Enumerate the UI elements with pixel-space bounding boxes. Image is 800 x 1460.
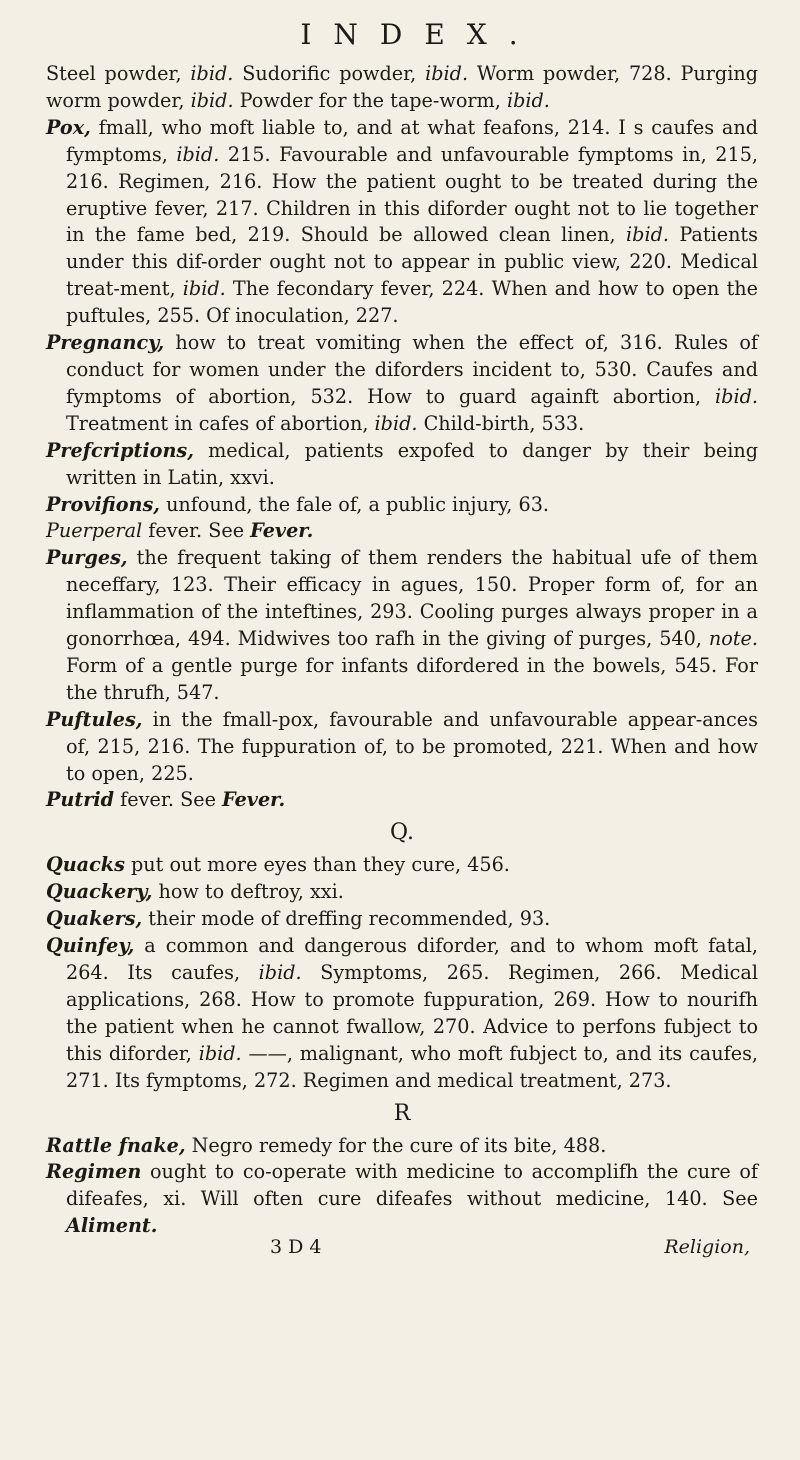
index-entry xyxy=(46,61,758,115)
entry-text: ibid. xyxy=(190,62,234,85)
entry-headword: Quakers, xyxy=(46,907,143,931)
entry-text: their mode of dreffing recommended, 93. xyxy=(142,907,551,931)
entry-text: Child-birth, 533. xyxy=(417,411,585,435)
entry-text: in the fmall-pox, favourable and unfavourable appear-ances of, 215, 216. The fuppuration of, to be promoted, 221. When and how to open, 225. xyxy=(66,707,758,785)
section-letter: Q. xyxy=(390,820,414,846)
index-entry xyxy=(46,330,758,438)
entry-headword: Fever. xyxy=(250,519,314,543)
page-footer xyxy=(46,1236,758,1262)
entry-text: ibid. xyxy=(190,88,234,112)
entry-headword: Pregnancy, xyxy=(46,331,165,355)
entry-text: medical, patients expofed to danger by their being written in Latin, xxvi. xyxy=(66,438,758,489)
entry-headword: Putrid xyxy=(46,788,115,812)
index-entry xyxy=(46,1159,758,1240)
entry-text: ibid. xyxy=(506,88,550,112)
entry-text: Symptoms, 265. Regimen, 266. Medical applications, 268. How to promote fuppuration, 269. How to nourifh the patient when he cannot fwallow, 270. Advice to perfons fubject to this diforder, xyxy=(66,961,758,1065)
entry-text: Worm powder, 728. Purging worm powder, xyxy=(46,62,758,112)
entry-text: unfound, the fale of, a public injury, 63. xyxy=(159,492,550,516)
entry-headword: Rattle fnake, xyxy=(46,1133,186,1157)
entry-headword: Puftules, xyxy=(46,707,143,731)
entry-text: ——, malignant, who moft fubject to, and its caufes, 271. Its fymptoms, 272. Regimen and medical treatment, 273. xyxy=(66,1041,759,1092)
entry-text: ibid. xyxy=(182,277,226,301)
entry-text: ibid. xyxy=(258,961,302,984)
entry-headword: Aliment. xyxy=(66,1214,158,1238)
index-entry xyxy=(46,852,758,879)
entry-text: ibid. xyxy=(626,223,669,247)
index-entry xyxy=(46,1133,758,1160)
entry-headword: Fever. xyxy=(222,788,286,812)
entry-text: fever. See xyxy=(114,788,223,812)
entry-headword: Quinfey, xyxy=(46,934,135,958)
entry-headword: Provifions, xyxy=(46,492,160,516)
index-entry xyxy=(46,707,758,788)
entry-text: ibid. xyxy=(715,384,758,408)
entry-text: ibid. xyxy=(374,411,418,435)
index-page xyxy=(46,18,758,1262)
index-entry xyxy=(46,545,758,706)
index-entry xyxy=(46,518,758,545)
entry-headword: Prefcriptions, xyxy=(46,438,194,462)
entry-text: the frequent taking of them renders the habitual ufe of them neceffary, 123. Their efficacy in agues, 150. Proper form of, for an inflammation of the inteftines, 293. Cooling purges always proper in a gonorrhœa, 494. Midwives too rafh in the giving of purges, 540, xyxy=(66,546,758,651)
entry-text: Puerperal xyxy=(46,519,143,543)
entry-headword: Regimen xyxy=(46,1160,142,1184)
entry-headword: Quacks xyxy=(46,853,125,877)
catchword: Religion, xyxy=(664,1236,750,1259)
entry-text: note. xyxy=(708,627,758,651)
entry-text: Patients under this dif-order ought not to appear in public view, 220. Medical treat-ment, xyxy=(66,223,758,301)
entry-text: Negro remedy for the cure of its bite, 488. xyxy=(185,1133,607,1157)
entry-text: fever. See xyxy=(142,519,251,543)
page-header: INDEX. xyxy=(300,18,540,51)
entry-text: how to treat vomiting when the effect of, 316. Rules of conduct for women under the diforders incident to, 530. Caufes and fymptoms of abortion, 532. How to guard againft abortion, xyxy=(66,331,758,408)
entry-text: fmall, who moft liable to, and at what feafons, 214. I s caufes and fymptoms, xyxy=(66,115,758,166)
entry-text: how to deftroy, xxi. xyxy=(152,880,344,904)
entry-text: Sudorific powder, xyxy=(233,62,426,85)
index-entry xyxy=(46,879,758,906)
index-entry xyxy=(46,933,758,1094)
index-entry xyxy=(46,492,758,519)
entry-text: Powder for the tape-worm, xyxy=(233,88,507,112)
entry-text: ibid. xyxy=(176,142,220,166)
section-letter: R xyxy=(393,1100,411,1126)
entry-text: The fecondary fever, 224. When and how to open the puftules, 255. Of inoculation, 227. xyxy=(66,277,758,328)
entry-headword: Pox, xyxy=(46,115,91,139)
entry-text: Form of a gentle purge for infants difordered in the bowels, 545. For the thrufh, 547. xyxy=(66,653,758,704)
entry-text: a common and dangerous diforder, and to whom moft fatal, 264. Its caufes, xyxy=(66,934,758,984)
entry-text: ibid. xyxy=(198,1041,242,1065)
entry-headword: Quackery, xyxy=(46,880,153,904)
index-body xyxy=(46,61,758,1240)
index-entry xyxy=(46,906,758,933)
entry-text: put out more eyes than they cure, 456. xyxy=(124,853,510,877)
signature-mark: 3 D 4 xyxy=(270,1236,322,1259)
entry-text: ought to co-operate with medicine to accomplifh the cure of difeafes, xi. Will often cure difeafes without medicine, 140. See xyxy=(66,1160,758,1211)
entry-text: 215. Favourable and unfavourable fymptoms in, 215, 216. Regimen, 216. How the patient ought to be treated during the eruptive fever, 217. Children in this diforder ought not to lie together in the fame bed, 219. Should be allowed clean linen, xyxy=(66,142,758,247)
entry-text: Treatment in cafes of abortion, xyxy=(66,411,375,435)
index-entry xyxy=(46,787,758,814)
index-entry xyxy=(46,115,758,330)
index-entry xyxy=(46,438,758,492)
entry-text: Steel powder, xyxy=(46,62,191,85)
entry-text: ibid. xyxy=(425,62,469,85)
entry-headword: Purges, xyxy=(46,546,128,570)
